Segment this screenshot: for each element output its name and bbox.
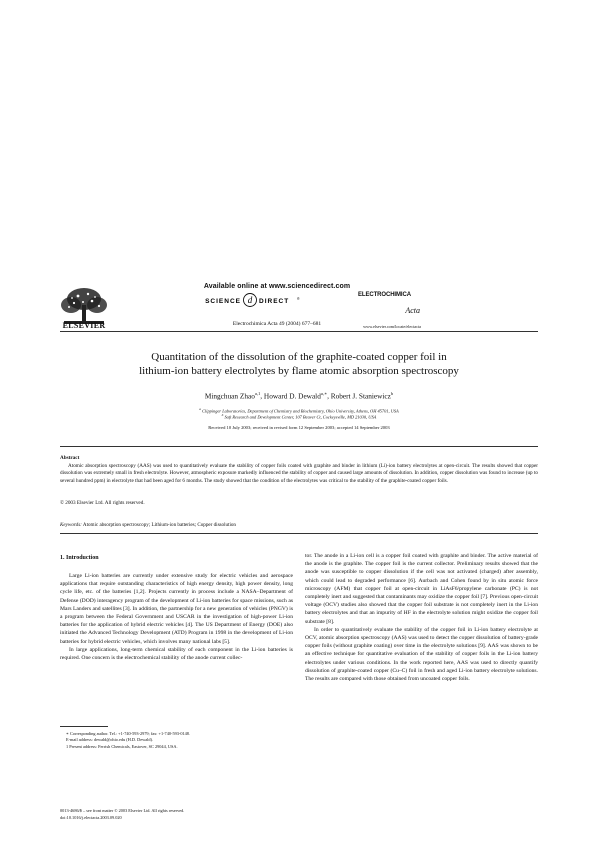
- section-heading: 1. Introduction: [60, 555, 99, 561]
- affiliation-sup: a: [199, 407, 201, 411]
- footnote-rule: [60, 726, 108, 727]
- abstract-heading: Abstract: [60, 455, 80, 461]
- paragraph: In order to quantitatively evaluate the stability of the copper foil in Li-ion battery electrolyte at OCV, atomic absorption spectroscopy (AAS) was used to detect the copper dissolution of battery-grade copper foils (without graphite coating) over time in the electrolyte solutions [9]. AAS was shown to be an effective technique for quantitative evaluation of the stability of copper foils in the Li-ion battery electrolytes under various conditions. In the work reported here, AAS was used to directly quantify dissolution of graphite-coated copper (Cu–C) foil in fresh and aged Li-ion battery electrolyte solutions. The results are compared with those obtained from uncoated copper foils.: [305, 626, 538, 683]
- received-dates: Received 10 July 2003; received in revised form 12 September 2003; accepted 14 September 2003: [208, 425, 390, 430]
- author-name[interactable]: Robert J. Staniewicz: [330, 391, 391, 401]
- title-line-2: lithium-ion battery electrolytes by flame atomic absorption spectroscopy: [139, 365, 459, 377]
- abstract-copyright: © 2003 Elsevier Ltd. All rights reserved.: [60, 500, 145, 506]
- footnote: 1 Present address: Ferrish Chemicals, Eastover, SC 29044, USA.: [66, 743, 178, 749]
- affiliation-b: [60, 413, 538, 419]
- abstract-body: Atomic absorption spectroscopy (AAS) was used to quantitatively evaluate the stability of copper foils coated with graphite and binder in lithium (Li)-ion battery electrolytes at open-circuit. The results showed that copper dissolution was extremely small in fresh electrolyte. However, atmospheric exposure markedly influenced the stability of copper and caused large amounts of dissolution. In addition, copper dissolution was found to increase (up to several hundred ppm) in electrolyte that had been aged for 6 months. The study showed that the condition of the electrolytes was critical to the stability of the graphite-coated copper foils.: [60, 463, 538, 484]
- article-title: [60, 350, 538, 378]
- footnote: E-mail address: dewald@ohio.edu (H.D. Dewald).: [66, 737, 154, 743]
- journal-url[interactable]: www.elsevier.com/locate/electacta: [363, 324, 421, 329]
- paragraph: tor. The anode in a Li-ion cell is a copper foil coated with graphite and binder. The active material of the anode is the graphite. The copper foil is the current collector. Preliminary results showed that the anode was susceptible to copper dissolution if the cell was not activated (charged) after assembly, which could lead to degraded performance [6]. Aurbach and Cohen found by in situ atomic force microscopy (AFM) that copper foil at open-circuit in LiAsF6/propylene carbonate (PC) is not completely inert and suggested that contaminants may oxidize the copper foil [7]. Previous open-circuit voltage (OCV) studies also showed that the copper foil substrate is not completely inert in the Li-ion battery electrolytes and that an impurity of HF in the electrolyte solution might oxidize the copper foil substrate [8].: [305, 553, 538, 625]
- journal-logo: [358, 292, 420, 315]
- keywords-label: Keywords:: [60, 522, 82, 528]
- front-matter-notes: [60, 808, 293, 821]
- author-sup: b: [390, 391, 394, 396]
- abstract-top-rule: [60, 446, 538, 447]
- author-sup: a,∗: [320, 391, 328, 396]
- paragraph: In large applications, long-term chemical stability of each component in the Li-ion batteries is required. One concern is the electrochemical stability of the anode current collec-: [60, 646, 293, 662]
- footnote: ∗ Corresponding author. Tel.: +1-740-593-2979; fax: +1-740-593-0148.: [66, 731, 190, 736]
- footnotes: [60, 731, 293, 750]
- affiliation-sup: b: [221, 413, 224, 417]
- svg-text:®: ®: [297, 297, 300, 301]
- doi-line[interactable]: doi:10.1016/j.electacta.2003.09.020: [60, 814, 122, 820]
- affiliation-text: Clippinger Laboratories, Department of Chemistry and Biochemistry, Ohio University, Athens, OH 45701, USA: [202, 408, 399, 414]
- paragraph: Large Li-ion batteries are currently under extensive study for electric vehicles and aerospace applications that require outstanding characteristics of high energy density, high power density, long cycle life, etc. of the batteries [1,2]. Projects currently in process include a NASA–Department of Defense (DOD) interagency program of the development of Li-ion batteries for space missions, such as Mars Landers and satellites [3]. In addition, the partnership for a new generation of vehicles (PNGV) is a program between the Federal Government and USCAR in the investigation of high-power Li-ion batteries for the application of hybrid electric vehicles [4]. The US Department of Energy (DOE) also initiated the Advanced Technology Development (ATD) Program in 1998 in the development of Li-ion batteries for hybrid electric vehicles, which involves many national labs [5].: [60, 573, 293, 645]
- author-name[interactable]: Mingchuan Zhao: [204, 391, 255, 401]
- svg-text:SCIENCE: SCIENCE: [205, 298, 241, 305]
- publisher-name: ELSEVIER: [62, 321, 106, 330]
- author-sup: a,1: [254, 391, 261, 396]
- author-name[interactable]: Howard D. Dewald: [263, 391, 321, 401]
- journal-reference: Electrochimica Acta 49 (2004) 677–681: [232, 321, 322, 327]
- sciencedirect-logo: [193, 292, 363, 308]
- author-list: Mingchuan Zhao$^{a,1}$, Howard D. Dewald$^{a,∗}$, Robert J. Staniewicz$^b$: [204, 391, 394, 401]
- header-divider: [60, 331, 538, 332]
- keywords-text: Atomic absorption spectroscopy; Lithium-ion batteries; Copper dissolution: [82, 522, 236, 528]
- svg-text:d: d: [247, 295, 253, 305]
- affiliation-text: Saft Research and Development Center, 107 Beaver Ct, Cockeysville, MD 21030, USA: [224, 414, 377, 420]
- abstract-bottom-rule: [60, 533, 538, 534]
- journal-logo-acta: Acta: [405, 306, 420, 315]
- left-column: [60, 572, 293, 662]
- journal-logo-title: ELECTROCHIMICA: [358, 292, 411, 298]
- title-line-1: Quantitation of the dissolution of the graphite-coated copper foil in: [151, 351, 447, 363]
- svg-text:DIRECT: DIRECT: [259, 298, 290, 305]
- right-column: [305, 552, 538, 683]
- keywords: [60, 522, 538, 528]
- availability-line: Available online at www.sciencedirect.com: [203, 283, 351, 290]
- issn-line: 0013-4686/$ – see front matter © 2003 Elsevier Ltd. All rights reserved.: [60, 808, 185, 813]
